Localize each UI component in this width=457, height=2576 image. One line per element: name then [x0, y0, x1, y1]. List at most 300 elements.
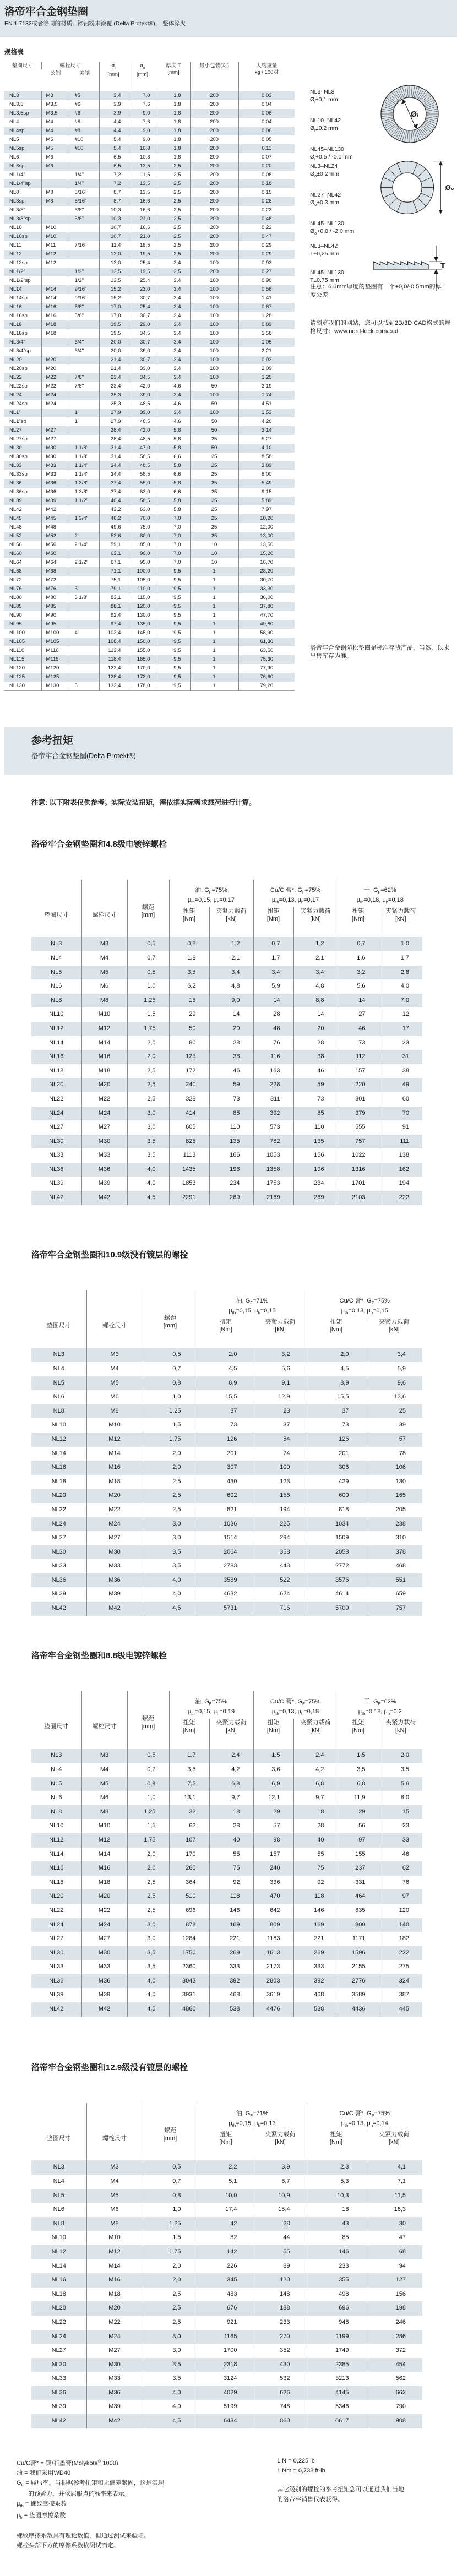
cell-pitch: 1,0: [127, 979, 169, 994]
cell-washer-size: NL36sp: [9, 489, 28, 495]
cell-bolt-us: #6: [70, 100, 99, 109]
spec-row: [4, 655, 295, 664]
cell-oil-torque: 676: [198, 2301, 254, 2316]
torque-row: [31, 1960, 422, 1974]
cell-oil-clamp-load: 92: [209, 1876, 253, 1890]
cell-washer-size: NL33: [51, 2375, 66, 2382]
cell-dry-clamp-load: 222: [379, 1946, 422, 1960]
cell-oil-torque: 2360: [169, 1960, 209, 1974]
spec-row: [4, 638, 295, 646]
cell-washer-size: NL6: [51, 983, 62, 990]
col-bolt-size: 螺栓尺寸: [81, 880, 127, 937]
cell-outer-diameter: 30,7: [128, 356, 157, 364]
cell-min-packaging: 100: [190, 329, 238, 338]
cell-paste-clamp-load: 238: [366, 1517, 422, 1532]
torque-row: [31, 1007, 422, 1022]
cell-inner-diameter: 6,5: [99, 162, 128, 171]
cell-bolt-us: [70, 232, 99, 241]
torque-row: [31, 1135, 422, 1149]
cell-washer-size: NL4: [53, 1365, 64, 1372]
torque-row: [31, 2414, 422, 2428]
cell-inner-diameter: 71,1: [99, 567, 128, 576]
cell-washer-size: NL16sp: [9, 313, 28, 319]
torque-table-title: 洛帝牢合金钢垫圈和8.8级电镀锌螺栓: [31, 1651, 167, 1660]
cell-bolt-metric: M48: [41, 523, 70, 532]
cell-thickness: 5,8: [157, 444, 190, 453]
cell-paste-torque: 37: [307, 1404, 366, 1419]
cell-washer-size: NL22: [49, 1907, 64, 1914]
spec-col-weight: 大约重量 kg / 100对: [238, 62, 295, 91]
cell-dry-clamp-load: 62: [379, 1861, 422, 1876]
spec-col-outer-diameter: $ø_o$ [mm]: [128, 62, 157, 91]
cell-paste-clamp-load: 310: [366, 1531, 422, 1545]
cell-bolt-size: M8: [81, 994, 127, 1008]
cell-dry-clamp-load: 3,5: [379, 1763, 422, 1777]
torque-row: [31, 1946, 422, 1960]
cell-washer-size: NL1/2"sp: [9, 277, 31, 284]
cell-min-packaging: 1: [190, 585, 238, 593]
cell-pitch: 1,5: [127, 1007, 169, 1022]
cell-washer-size: NL1/2": [9, 269, 25, 275]
spec-row: [4, 197, 295, 206]
spec-row: [4, 664, 295, 673]
cell-dry-clamp-load: 23: [379, 1036, 422, 1050]
tolerance-value: $Ø_o+0,0 / -2,0$ mm: [310, 228, 355, 236]
cell-paste-clamp-load: 4,8: [293, 979, 338, 994]
cell-dry-torque: 757: [338, 1135, 379, 1149]
cell-bolt-metric: M3: [41, 91, 70, 100]
cell-inner-diameter: 27,9: [99, 417, 128, 426]
cell-outer-diameter: 115,0: [128, 593, 157, 602]
cell-pitch: 2,5: [127, 1889, 169, 1904]
spec-row: [4, 329, 295, 338]
cell-oil-torque: 4,5: [198, 1362, 254, 1376]
cell-oil-clamp-load: 225: [254, 1517, 307, 1532]
cell-paste-torque: 1034: [307, 1517, 366, 1532]
cell-washer-size: NL85: [9, 603, 22, 609]
cell-paste-clamp-load: 286: [366, 2330, 422, 2344]
torque-row: [31, 1418, 422, 1433]
cell-oil-torque: 825: [169, 1135, 209, 1149]
cell-paste-torque: 1509: [307, 1531, 366, 1545]
cell-thickness: 3,4: [157, 276, 190, 285]
col-torque: 扭矩 [Nm]: [338, 907, 379, 937]
cell-dry-clamp-load: 91: [379, 1120, 422, 1135]
torque-row: [31, 1362, 422, 1376]
cell-outer-diameter: 105,0: [128, 576, 157, 585]
washer-inner-diameter-diagram: [379, 84, 440, 144]
cell-min-packaging: 100: [190, 391, 238, 400]
cell-washer-size: NL10: [51, 2234, 66, 2241]
cell-outer-diameter: 16,6: [128, 206, 157, 215]
cell-oil-clamp-load: 233: [254, 2316, 307, 2330]
cell-weight: 0,08: [238, 171, 295, 179]
cell-bolt-us: #5: [70, 91, 99, 100]
cell-oil-torque: 3,8: [169, 1763, 209, 1777]
col-torque: 扭矩 [Nm]: [253, 1719, 293, 1749]
cell-weight: 0,23: [238, 206, 295, 215]
cell-oil-torque: 3124: [198, 2372, 254, 2386]
cell-bolt-metric: M8: [41, 188, 70, 197]
cell-outer-diameter: 30,7: [128, 338, 157, 347]
cell-outer-diameter: 39,0: [128, 347, 157, 356]
cell-pitch: 1,0: [127, 1791, 169, 1805]
tolerance-item: [310, 191, 354, 209]
cell-bolt-metric: M14: [41, 285, 70, 294]
cell-min-packaging: 50: [190, 417, 238, 426]
cell-paste-clamp-load: 8,8: [293, 994, 338, 1008]
cell-min-packaging: 200: [190, 268, 238, 276]
cell-washer-size: NL1/4": [9, 172, 25, 178]
torque-section-title: 参考扭矩: [31, 735, 74, 747]
cell-thickness: 2,5: [157, 232, 190, 241]
col-torque: 扭矩 [Nm]: [169, 907, 209, 937]
cell-paste-clamp-load: 38: [293, 1050, 338, 1064]
cell-paste-torque: 600: [307, 1489, 366, 1503]
cell-outer-diameter: 39,0: [128, 364, 157, 373]
cell-pitch: 1,5: [127, 1819, 169, 1833]
cell-inner-diameter: 67,1: [99, 558, 128, 567]
cell-washer-size: NL12sp: [9, 260, 28, 266]
cell-oil-clamp-load: 156: [254, 1489, 307, 1503]
cell-pitch: 2,0: [143, 1461, 198, 1475]
cell-bolt-metric: M12: [41, 259, 70, 268]
cell-paste-clamp-load: 378: [366, 1545, 422, 1560]
cell-washer-size: NL1": [9, 410, 21, 416]
cell-inner-diameter: 11,4: [99, 241, 128, 250]
cell-min-packaging: 100: [190, 276, 238, 285]
cell-thickness: 2,5: [157, 241, 190, 250]
cell-bolt-us: 1 1/4": [70, 470, 99, 479]
cell-bolt-metric: M16: [41, 312, 70, 320]
cell-washer-size: NL12: [9, 251, 22, 257]
cell-oil-clamp-load: 358: [254, 1545, 307, 1560]
cell-bolt-metric: [41, 409, 70, 417]
torque-row: [31, 1475, 422, 1489]
cell-washer-size: NL18: [49, 1878, 64, 1886]
cell-paste-clamp-load: 118: [293, 1889, 338, 1904]
cell-bolt-metric: [41, 268, 70, 276]
cell-paste-torque: 2,0: [307, 1348, 366, 1362]
spec-row: [4, 426, 295, 435]
spec-row: [4, 514, 295, 523]
torque-row: [31, 2189, 422, 2203]
torque-row: [31, 1602, 422, 1616]
cell-bolt-size: M10: [81, 1819, 127, 1833]
col-pitch: 螺距 [mm]: [127, 880, 169, 937]
cell-inner-diameter: 10,7: [99, 232, 128, 241]
torque-row: [31, 1489, 422, 1503]
col-torque: 扭矩 [Nm]: [338, 1719, 379, 1749]
cell-bolt-us: [70, 435, 99, 444]
cell-washer-size: NL5: [9, 137, 19, 143]
cell-inner-diameter: 128,4: [99, 673, 128, 682]
spec-row: [4, 602, 295, 611]
torque-row: [31, 1390, 422, 1404]
cell-washer-size: NL18: [51, 1478, 66, 1485]
cell-bolt-metric: M105: [41, 638, 70, 646]
condition-group-header: Cu/C 膏*, $G_F=75\%$ $\mu_{th}=0,13$, $\mu_h=0,14$: [307, 2103, 422, 2131]
cell-thickness: 1,8: [157, 118, 190, 127]
cell-bolt-us: 3/4": [70, 338, 99, 347]
cell-oil-torque: 1853: [169, 1177, 209, 1191]
cell-washer-size: NL8: [51, 996, 62, 1004]
cell-pitch: 3,5: [127, 1946, 169, 1960]
spec-row: [4, 162, 295, 171]
cell-bolt-metric: M33: [41, 470, 70, 479]
cell-dry-clamp-load: 60: [379, 1092, 422, 1107]
cell-inner-diameter: 88,1: [99, 602, 128, 611]
cell-inner-diameter: 21,4: [99, 356, 128, 364]
torque-table-title: 洛帝牢合金钢垫圈和4.8级电镀锌螺栓: [31, 840, 167, 849]
cell-dry-torque: 27: [338, 1007, 379, 1022]
cell-dry-clamp-load: 12: [379, 1007, 422, 1022]
torque-row: [31, 1791, 422, 1805]
spec-row: [4, 127, 295, 135]
cell-outer-diameter: 42,0: [128, 426, 157, 435]
cell-bolt-metric: M36: [41, 479, 70, 488]
cell-oil-torque: 5731: [198, 1602, 254, 1616]
cell-dry-torque: 97: [338, 1833, 379, 1848]
spec-row: [4, 453, 295, 461]
torque-row: [31, 1545, 422, 1560]
cell-dry-torque: 29: [338, 1805, 379, 1820]
spec-row: [4, 135, 295, 144]
cell-weight: 2,21: [238, 347, 295, 356]
cell-thickness: 3,4: [157, 285, 190, 294]
cell-paste-torque: 782: [253, 1135, 293, 1149]
cell-bolt-metric: M60: [41, 549, 70, 558]
cell-bolt-metric: [41, 179, 70, 188]
spec-row: [4, 276, 295, 285]
cell-bolt-metric: M22: [41, 373, 70, 382]
cell-paste-clamp-load: 205: [366, 1503, 422, 1517]
cell-pitch: 2,5: [127, 1092, 169, 1107]
cell-bolt-metric: M12: [41, 250, 70, 259]
cell-bolt-metric: M3,5: [41, 100, 70, 109]
cell-dry-clamp-load: 17: [379, 1022, 422, 1036]
cell-paste-clamp-load: 538: [293, 2002, 338, 2017]
cell-min-packaging: 100: [190, 373, 238, 382]
cell-oil-torque: 62: [169, 1819, 209, 1833]
cell-min-packaging: 200: [190, 206, 238, 215]
cell-bolt-size: M8: [86, 2217, 143, 2231]
torque-row: [31, 1177, 422, 1191]
cell-paste-torque: 818: [307, 1503, 366, 1517]
cell-washer-size: NL8sp: [9, 198, 25, 204]
spec-row: [4, 682, 295, 691]
cell-inner-diameter: 97,4: [99, 620, 128, 629]
cell-oil-clamp-load: 6,8: [209, 1777, 253, 1791]
cell-thickness: 4,6: [157, 400, 190, 409]
cell-thickness: 2,5: [157, 162, 190, 171]
spec-row: [4, 382, 295, 391]
cell-oil-torque: 6,2: [169, 979, 209, 994]
cell-min-packaging: 200: [190, 171, 238, 179]
cell-bolt-metric: M42: [41, 505, 70, 514]
cell-min-packaging: 10: [190, 549, 238, 558]
spec-row: [4, 215, 295, 224]
cell-oil-clamp-load: 28: [209, 1819, 253, 1833]
cell-oil-clamp-load: 148: [254, 2288, 307, 2302]
cell-inner-diameter: 28,4: [99, 426, 128, 435]
cell-washer-size: NL3: [9, 92, 19, 99]
cell-paste-torque: 1749: [307, 2344, 366, 2358]
cell-dry-clamp-load: 222: [379, 1191, 422, 1205]
cell-weight: 8,00: [238, 470, 295, 479]
cell-thickness: 3,4: [157, 259, 190, 268]
torque-table-title: 洛帝牢合金钢垫圈和12.9级没有镀层的螺栓: [31, 2063, 188, 2072]
cell-pitch: 2,5: [143, 1503, 198, 1517]
cell-oil-clamp-load: 28: [209, 1036, 253, 1050]
cell-weight: 0,11: [238, 144, 295, 153]
spec-row: [4, 505, 295, 514]
tolerance-item: [310, 88, 353, 106]
cell-pitch: 3,0: [143, 1517, 198, 1532]
cell-oil-clamp-load: 166: [209, 1148, 253, 1163]
torque-row: [31, 1932, 422, 1946]
cell-washer-size: NL12: [49, 1025, 64, 1032]
cell-outer-diameter: 21,0: [128, 215, 157, 224]
col-bolt-size: 螺栓尺寸: [86, 1290, 143, 1348]
cell-outer-diameter: 58,5: [128, 497, 157, 505]
torque-row: [31, 2358, 422, 2372]
cell-bolt-metric: M39: [41, 497, 70, 505]
torque-section-subtitle: 洛帝牢合金钢垫圈(Delta Protekt®): [31, 752, 136, 760]
cell-inner-diameter: 113,4: [99, 646, 128, 655]
cell-inner-diameter: 133,4: [99, 682, 128, 691]
torque-disclaimer-note: 注意: 以下附表仅供参考。实际安装扭矩，需依据实际需求载荷进行计算。: [31, 799, 256, 807]
torque-row: [31, 1763, 422, 1777]
cell-pitch: 3,5: [143, 2372, 198, 2386]
torque-row: [31, 2175, 422, 2189]
cell-pitch: 3,5: [127, 1148, 169, 1163]
cell-washer-size: NL3/4"sp: [9, 348, 31, 354]
cell-bolt-us: #10: [70, 135, 99, 144]
spec-row: [4, 444, 295, 453]
cell-washer-size: NL27sp: [9, 436, 28, 442]
cell-dry-clamp-load: 2,8: [379, 966, 422, 980]
cell-dry-clamp-load: 23: [379, 1819, 422, 1833]
col-washer-size: 垫圈尺寸: [44, 1723, 69, 1730]
cell-oil-clamp-load: 626: [254, 2386, 307, 2400]
cell-bolt-us: 3": [70, 585, 99, 593]
inner-diameter-tolerances: [310, 88, 353, 174]
cell-dry-clamp-load: 194: [379, 1177, 422, 1191]
cell-inner-diameter: 34,4: [99, 470, 128, 479]
cell-oil-clamp-load: 188: [254, 2301, 307, 2316]
cell-oil-clamp-load: 46: [209, 1064, 253, 1079]
cell-bolt-us: [70, 602, 99, 611]
cell-min-packaging: 200: [190, 109, 238, 118]
cell-dry-torque: 237: [338, 1861, 379, 1876]
cell-min-packaging: 1: [190, 576, 238, 585]
cell-thickness: 9,5: [157, 576, 190, 585]
cell-thickness: 9,5: [157, 682, 190, 691]
cell-paste-torque: 1199: [307, 2330, 366, 2344]
cell-dry-torque: 1022: [338, 1148, 379, 1163]
cell-thickness: 9,5: [157, 673, 190, 682]
cell-washer-size: NL16: [49, 1865, 64, 1872]
cell-pitch: 1,25: [143, 2217, 198, 2231]
cell-inner-diameter: 17,0: [99, 303, 128, 312]
cell-weight: 0,28: [238, 197, 295, 206]
cell-oil-torque: 878: [169, 1918, 209, 1932]
cell-dry-clamp-load: 2,0: [379, 1749, 422, 1763]
cell-oil-torque: 4860: [169, 2002, 209, 2017]
cell-pitch: 3,5: [143, 1559, 198, 1573]
col-clamp-load: 夹紧力载荷 [kN]: [209, 1719, 253, 1749]
cell-pitch: 4,0: [143, 1573, 198, 1588]
torque-row: [31, 2288, 422, 2302]
cell-paste-torque: 1358: [253, 1163, 293, 1177]
cell-pitch: 0,5: [127, 937, 169, 951]
cell-weight: 1,28: [238, 312, 295, 320]
cell-min-packaging: 25: [190, 453, 238, 461]
cell-oil-clamp-load: 333: [209, 1960, 253, 1974]
cell-washer-size: NL100: [9, 630, 25, 636]
cell-dry-torque: 1316: [338, 1163, 379, 1177]
col-washer-size: 垫圈尺寸: [44, 912, 69, 919]
cell-bolt-us: [70, 391, 99, 400]
cell-thickness: 2,5: [157, 215, 190, 224]
cell-bolt-metric: M30: [41, 453, 70, 461]
spec-row: [4, 620, 295, 629]
torque-row: [31, 1036, 422, 1050]
cell-paste-torque: 2385: [307, 2358, 366, 2372]
torque-row: [31, 1861, 422, 1876]
cell-bolt-size: M20: [81, 1889, 127, 1904]
cell-bolt-metric: M24: [41, 391, 70, 400]
spec-row: [4, 479, 295, 488]
cell-min-packaging: 25: [190, 532, 238, 541]
cell-oil-clamp-load: 4,8: [209, 979, 253, 994]
cell-outer-diameter: 10,8: [128, 144, 157, 153]
cell-bolt-metric: M45: [41, 514, 70, 523]
cell-bolt-metric: M115: [41, 655, 70, 664]
spec-row: [4, 364, 295, 373]
cell-dry-clamp-load: 7,0: [379, 994, 422, 1008]
cell-bolt-size: M36: [86, 1573, 143, 1588]
cell-paste-clamp-load: 221: [293, 1932, 338, 1946]
cell-weight: 0,67: [238, 303, 295, 312]
tolerance-value: $Ø_o\pm 0,2$ mm: [310, 171, 340, 179]
cell-bolt-us: [70, 400, 99, 409]
cell-washer-size: NL8: [53, 2220, 64, 2227]
cell-dry-torque: 3,5: [338, 1763, 379, 1777]
cell-min-packaging: 50: [190, 400, 238, 409]
cell-bolt-metric: M110: [41, 646, 70, 655]
cell-inner-diameter: 20,0: [99, 347, 128, 356]
cell-min-packaging: 1: [190, 593, 238, 602]
cell-oil-clamp-load: 716: [254, 1602, 307, 1616]
cell-paste-torque: 1,5: [253, 1749, 293, 1763]
cell-paste-torque: 12,1: [253, 1791, 293, 1805]
cell-paste-torque: 28: [253, 1007, 293, 1022]
cell-washer-size: NL6: [53, 2206, 64, 2213]
cell-bolt-size: M3: [81, 937, 127, 951]
cell-pitch: 0,5: [143, 2160, 198, 2175]
cell-dry-torque: 2155: [338, 1960, 379, 1974]
spec-row: [4, 470, 295, 479]
cell-thickness: 9,5: [157, 585, 190, 593]
cell-washer-size: NL14: [49, 1039, 64, 1046]
cell-weight: 0,03: [238, 91, 295, 100]
cell-bolt-us: 9/16": [70, 294, 99, 303]
cell-paste-torque: 126: [307, 1433, 366, 1447]
col-pitch: 螺距 [mm]: [143, 1290, 198, 1348]
cell-washer-size: NL39: [49, 1180, 64, 1187]
